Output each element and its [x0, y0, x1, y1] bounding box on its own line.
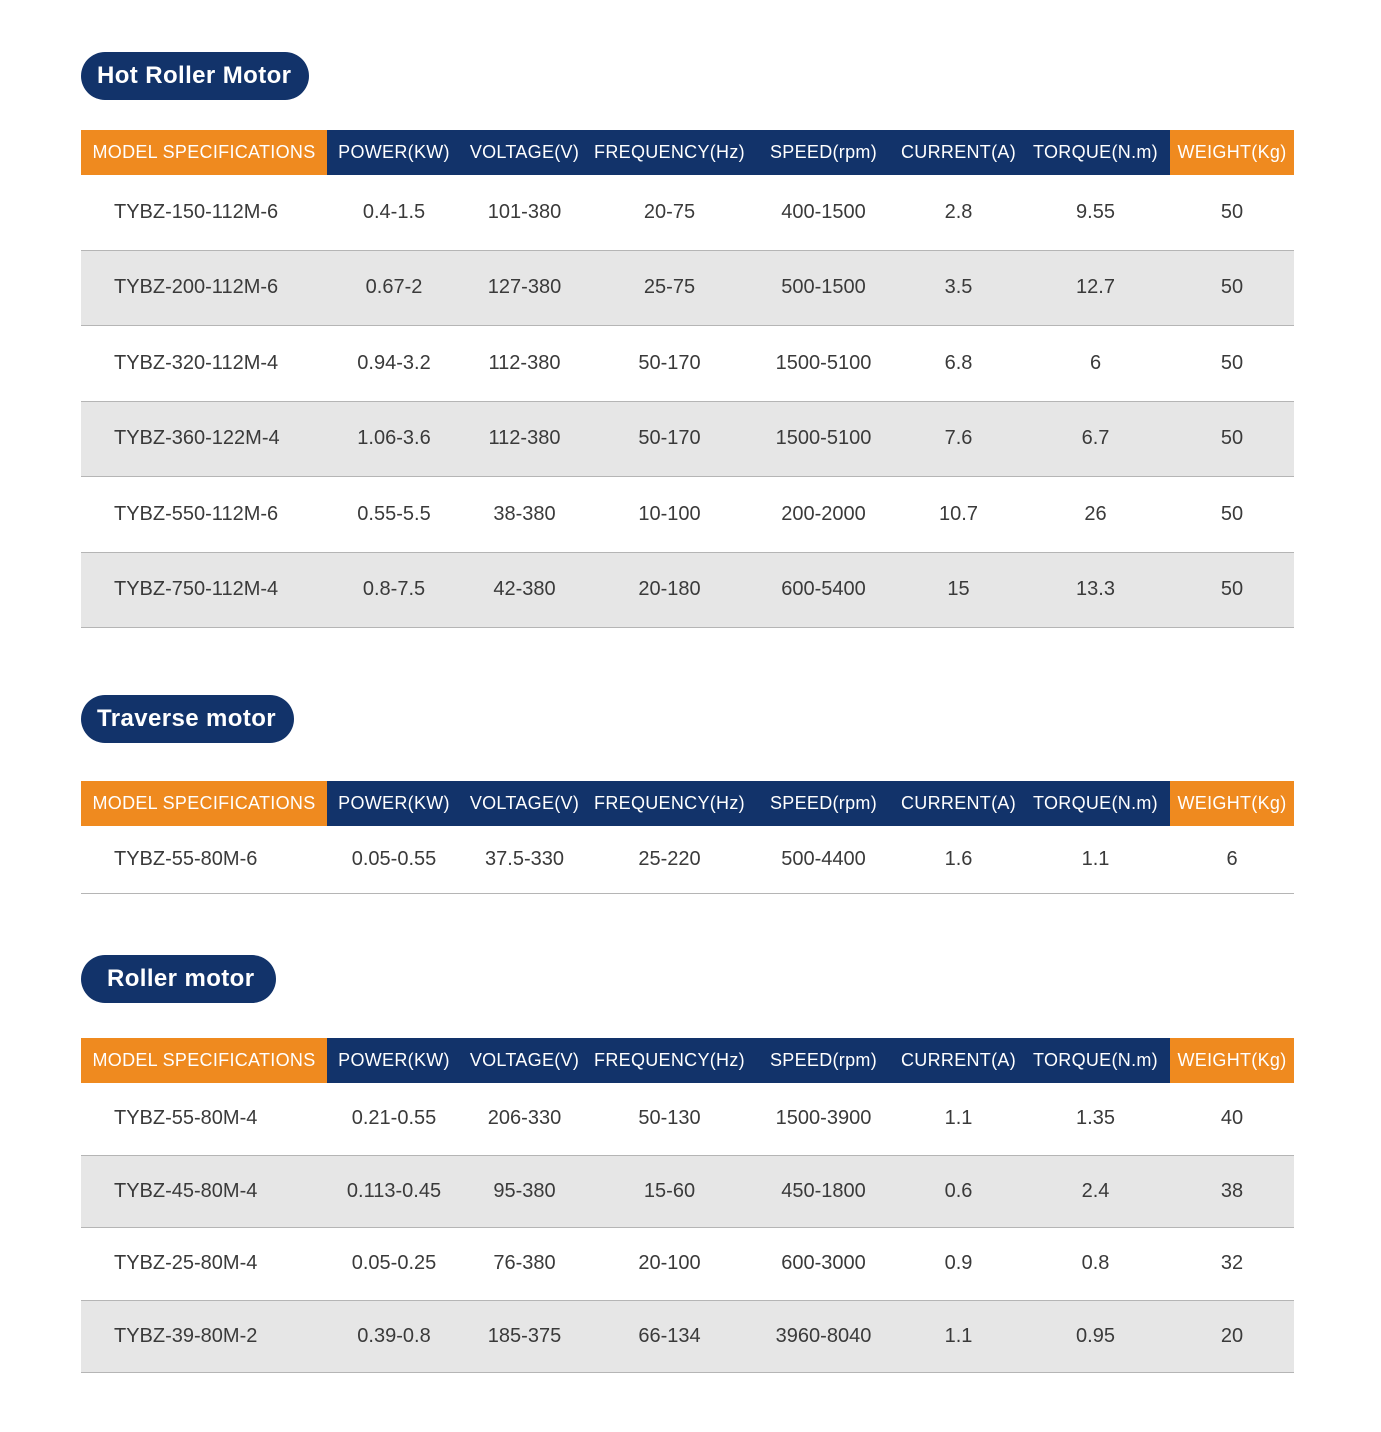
- cell-model: TYBZ-25-80M-4: [81, 1228, 327, 1301]
- cell-speed: 500-1500: [751, 250, 896, 326]
- cell-torque: 1.1: [1021, 826, 1170, 894]
- cell-current: 3.5: [896, 250, 1021, 326]
- cell-current: 0.9: [896, 1228, 1021, 1301]
- cell-weight: 50: [1170, 401, 1294, 477]
- cell-weight: 20: [1170, 1300, 1294, 1373]
- header-torque: TORQUE(N.m): [1021, 781, 1170, 826]
- cell-torque: 6: [1021, 326, 1170, 402]
- cell-voltage: 95-380: [461, 1155, 588, 1228]
- cell-weight: 50: [1170, 326, 1294, 402]
- cell-frequency: 20-100: [588, 1228, 751, 1301]
- table-row: [81, 1300, 1294, 1373]
- cell-current: 10.7: [896, 477, 1021, 553]
- cell-speed: 1500-5100: [751, 326, 896, 402]
- cell-speed: 600-5400: [751, 552, 896, 628]
- cell-model: TYBZ-550-112M-6: [81, 477, 327, 553]
- table-row: [81, 477, 1294, 553]
- table-row: [81, 1155, 1294, 1228]
- cell-voltage: 127-380: [461, 250, 588, 326]
- cell-frequency: 50-130: [588, 1083, 751, 1155]
- header-current: CURRENT(A): [896, 1038, 1021, 1083]
- cell-power: 0.39-0.8: [327, 1300, 461, 1373]
- cell-power: 0.94-3.2: [327, 326, 461, 402]
- cell-power: 0.21-0.55: [327, 1083, 461, 1155]
- cell-voltage: 37.5-330: [461, 826, 588, 894]
- cell-torque: 6.7: [1021, 401, 1170, 477]
- cell-frequency: 50-170: [588, 401, 751, 477]
- header-torque: TORQUE(N.m): [1021, 1038, 1170, 1083]
- section-title-hot-roller-motor: Hot Roller Motor: [81, 52, 309, 100]
- cell-speed: 3960-8040: [751, 1300, 896, 1373]
- cell-power: 0.55-5.5: [327, 477, 461, 553]
- cell-current: 1.6: [896, 826, 1021, 894]
- header-frequency: FREQUENCY(Hz): [588, 130, 751, 175]
- cell-power: 0.05-0.55: [327, 826, 461, 894]
- header-current: CURRENT(A): [896, 781, 1021, 826]
- section-title-roller-motor: Roller motor: [81, 955, 276, 1003]
- cell-model: TYBZ-360-122M-4: [81, 401, 327, 477]
- spec-table-traverse-motor: [81, 781, 1294, 894]
- cell-torque: 26: [1021, 477, 1170, 553]
- cell-weight: 50: [1170, 477, 1294, 553]
- table-row: [81, 175, 1294, 250]
- table-row: [81, 1228, 1294, 1301]
- table-row: [81, 552, 1294, 628]
- cell-model: TYBZ-39-80M-2: [81, 1300, 327, 1373]
- table-header-row: [81, 1038, 1294, 1083]
- cell-torque: 13.3: [1021, 552, 1170, 628]
- header-power: POWER(KW): [327, 130, 461, 175]
- cell-model: TYBZ-150-112M-6: [81, 175, 327, 250]
- cell-speed: 400-1500: [751, 175, 896, 250]
- header-weight: WEIGHT(Kg): [1170, 781, 1294, 826]
- cell-current: 1.1: [896, 1083, 1021, 1155]
- header-voltage: VOLTAGE(V): [461, 130, 588, 175]
- table-row: [81, 326, 1294, 402]
- cell-current: 1.1: [896, 1300, 1021, 1373]
- cell-weight: 38: [1170, 1155, 1294, 1228]
- cell-power: 0.67-2: [327, 250, 461, 326]
- cell-current: 0.6: [896, 1155, 1021, 1228]
- section-title-traverse-motor: Traverse motor: [81, 695, 294, 743]
- cell-voltage: 112-380: [461, 401, 588, 477]
- cell-voltage: 101-380: [461, 175, 588, 250]
- cell-speed: 450-1800: [751, 1155, 896, 1228]
- cell-frequency: 25-220: [588, 826, 751, 894]
- cell-power: 0.4-1.5: [327, 175, 461, 250]
- header-speed: SPEED(rpm): [751, 1038, 896, 1083]
- cell-torque: 0.8: [1021, 1228, 1170, 1301]
- cell-voltage: 185-375: [461, 1300, 588, 1373]
- table-row: [81, 250, 1294, 326]
- spec-table-roller-motor: [81, 1038, 1294, 1373]
- cell-voltage: 206-330: [461, 1083, 588, 1155]
- cell-speed: 200-2000: [751, 477, 896, 553]
- cell-weight: 40: [1170, 1083, 1294, 1155]
- cell-current: 15: [896, 552, 1021, 628]
- cell-power: 1.06-3.6: [327, 401, 461, 477]
- cell-voltage: 42-380: [461, 552, 588, 628]
- cell-weight: 50: [1170, 250, 1294, 326]
- header-voltage: VOLTAGE(V): [461, 1038, 588, 1083]
- cell-torque: 0.95: [1021, 1300, 1170, 1373]
- cell-weight: 6: [1170, 826, 1294, 894]
- cell-voltage: 76-380: [461, 1228, 588, 1301]
- header-model: MODEL SPECIFICATIONS: [81, 1038, 327, 1083]
- cell-weight: 50: [1170, 552, 1294, 628]
- cell-model: TYBZ-45-80M-4: [81, 1155, 327, 1228]
- cell-power: 0.05-0.25: [327, 1228, 461, 1301]
- cell-torque: 2.4: [1021, 1155, 1170, 1228]
- cell-frequency: 25-75: [588, 250, 751, 326]
- cell-weight: 32: [1170, 1228, 1294, 1301]
- cell-speed: 1500-5100: [751, 401, 896, 477]
- cell-model: TYBZ-320-112M-4: [81, 326, 327, 402]
- header-speed: SPEED(rpm): [751, 781, 896, 826]
- table-row: [81, 826, 1294, 894]
- header-current: CURRENT(A): [896, 130, 1021, 175]
- header-frequency: FREQUENCY(Hz): [588, 1038, 751, 1083]
- cell-power: 0.113-0.45: [327, 1155, 461, 1228]
- cell-speed: 500-4400: [751, 826, 896, 894]
- header-frequency: FREQUENCY(Hz): [588, 781, 751, 826]
- header-model: MODEL SPECIFICATIONS: [81, 781, 327, 826]
- cell-model: TYBZ-55-80M-6: [81, 826, 327, 894]
- cell-speed: 600-3000: [751, 1228, 896, 1301]
- header-weight: WEIGHT(Kg): [1170, 130, 1294, 175]
- cell-frequency: 50-170: [588, 326, 751, 402]
- cell-current: 7.6: [896, 401, 1021, 477]
- cell-model: TYBZ-750-112M-4: [81, 552, 327, 628]
- cell-torque: 1.35: [1021, 1083, 1170, 1155]
- cell-frequency: 15-60: [588, 1155, 751, 1228]
- header-voltage: VOLTAGE(V): [461, 781, 588, 826]
- header-weight: WEIGHT(Kg): [1170, 1038, 1294, 1083]
- cell-current: 2.8: [896, 175, 1021, 250]
- cell-frequency: 20-180: [588, 552, 751, 628]
- cell-frequency: 10-100: [588, 477, 751, 553]
- cell-voltage: 38-380: [461, 477, 588, 553]
- table-row: [81, 401, 1294, 477]
- table-row: [81, 1083, 1294, 1155]
- header-speed: SPEED(rpm): [751, 130, 896, 175]
- cell-power: 0.8-7.5: [327, 552, 461, 628]
- cell-torque: 9.55: [1021, 175, 1170, 250]
- header-model: MODEL SPECIFICATIONS: [81, 130, 327, 175]
- cell-current: 6.8: [896, 326, 1021, 402]
- header-power: POWER(KW): [327, 781, 461, 826]
- cell-voltage: 112-380: [461, 326, 588, 402]
- table-header-row: [81, 130, 1294, 175]
- header-torque: TORQUE(N.m): [1021, 130, 1170, 175]
- table-header-row: [81, 781, 1294, 826]
- cell-torque: 12.7: [1021, 250, 1170, 326]
- spec-table-hot-roller-motor: [81, 130, 1294, 628]
- cell-frequency: 20-75: [588, 175, 751, 250]
- cell-frequency: 66-134: [588, 1300, 751, 1373]
- header-power: POWER(KW): [327, 1038, 461, 1083]
- cell-speed: 1500-3900: [751, 1083, 896, 1155]
- cell-model: TYBZ-200-112M-6: [81, 250, 327, 326]
- cell-model: TYBZ-55-80M-4: [81, 1083, 327, 1155]
- cell-weight: 50: [1170, 175, 1294, 250]
